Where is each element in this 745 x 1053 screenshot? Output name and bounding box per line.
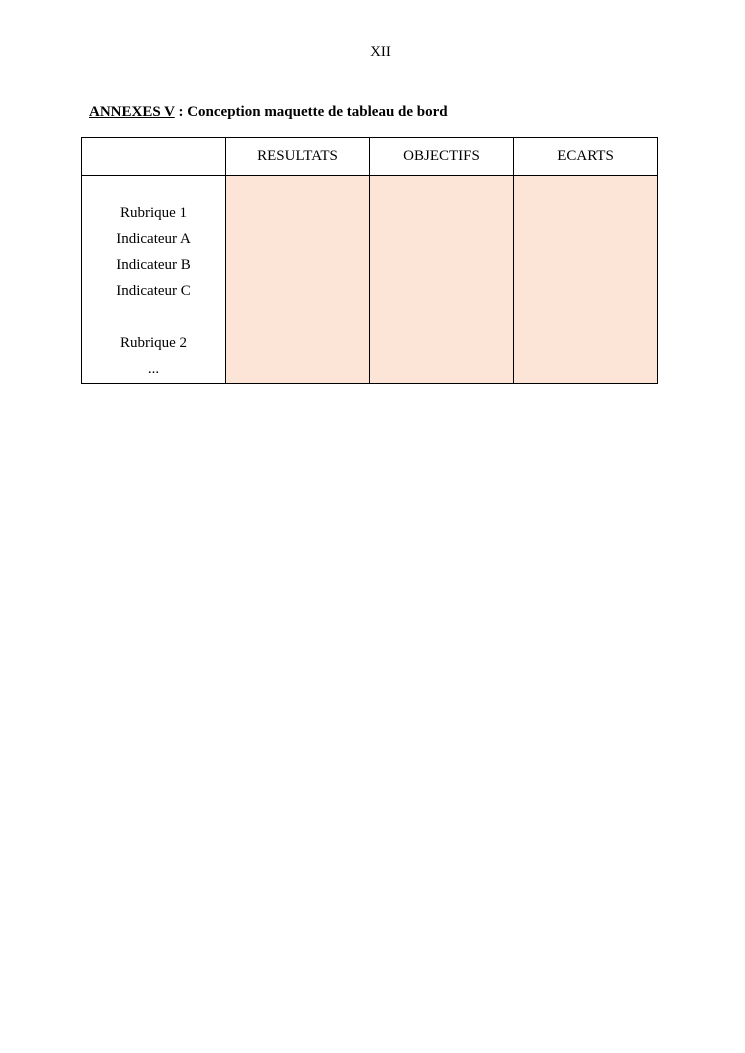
header-objectifs: OBJECTIFS xyxy=(370,138,514,176)
row-labels-cell xyxy=(82,176,226,384)
resultats-cell xyxy=(226,176,370,384)
rubrique-1-label: Rubrique 1 xyxy=(119,205,188,221)
header-ecarts: ECARTS xyxy=(514,138,658,176)
dashboard-mockup-table xyxy=(81,137,658,384)
indicateur-c-label: Indicateur C xyxy=(116,283,191,299)
table-header-row xyxy=(82,138,658,176)
row-labels-list xyxy=(82,176,225,382)
indicateur-b-label: Indicateur B xyxy=(116,257,191,273)
annex-label: ANNEXES V xyxy=(89,104,175,120)
annex-heading xyxy=(89,104,448,121)
row-spacer xyxy=(82,304,225,330)
rubrique-2-label: Rubrique 2 xyxy=(119,335,188,351)
objectifs-cell xyxy=(370,176,514,384)
indicateur-a-label: Indicateur A xyxy=(116,231,191,247)
header-resultats: RESULTATS xyxy=(226,138,370,176)
table-body-row xyxy=(82,176,658,384)
ellipsis-label: ... xyxy=(147,361,160,377)
annex-title: : Conception maquette de tableau de bord xyxy=(174,104,448,120)
page-number: XII xyxy=(370,44,391,60)
header-empty-cell xyxy=(82,138,226,176)
ecarts-cell xyxy=(514,176,658,384)
